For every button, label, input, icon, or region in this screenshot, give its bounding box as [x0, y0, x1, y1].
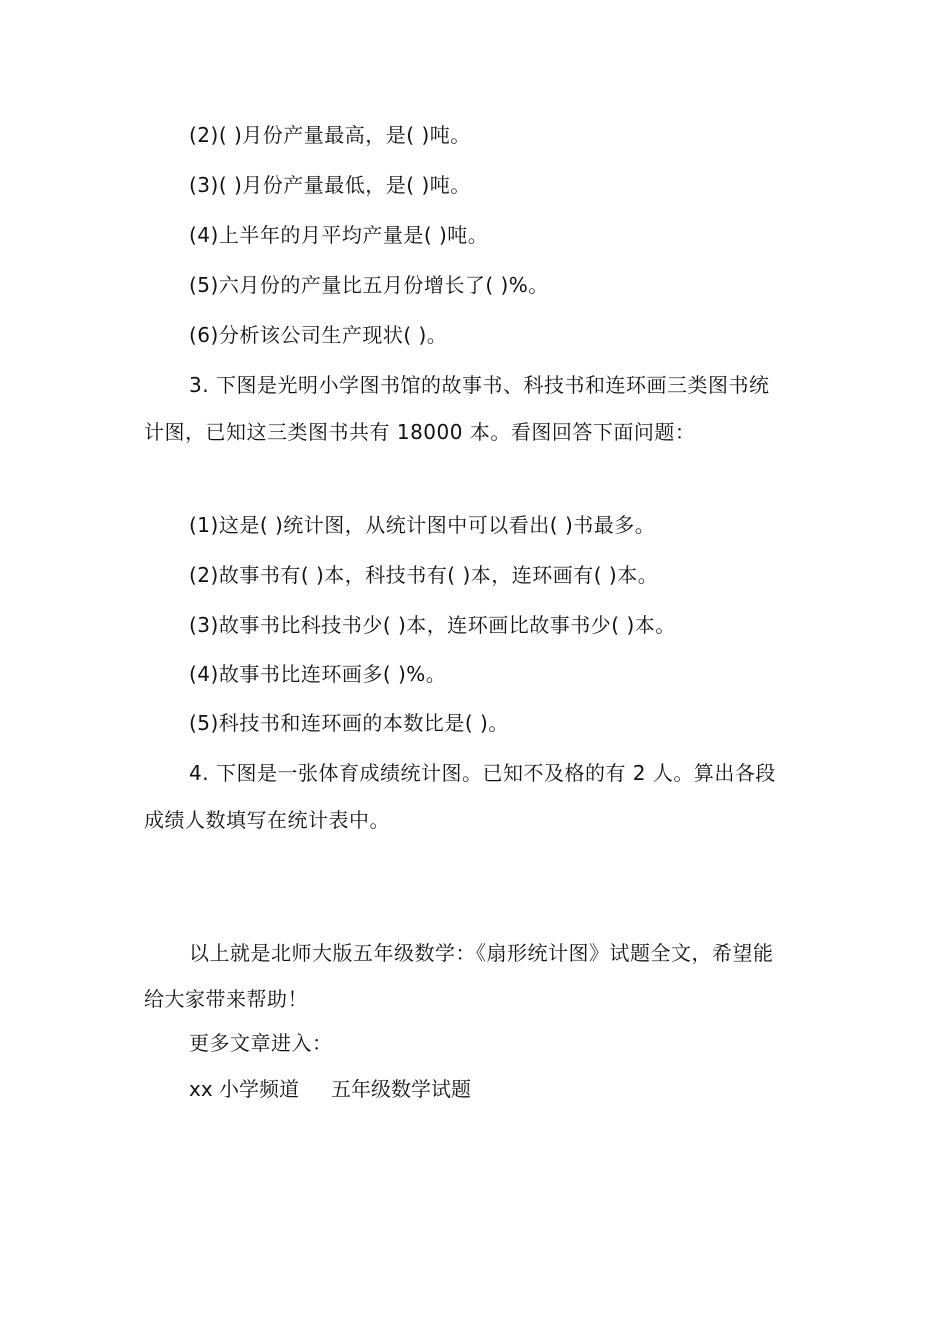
link-grade5-math-tests[interactable]: 五年级数学试题 [331, 1077, 472, 1101]
closing-line2: 给大家带来帮助！ [144, 987, 308, 1011]
q3-stem-line1: 3. 下图是光明小学图书馆的故事书、科技书和连环画三类图书统 [189, 373, 770, 397]
q3-stem-line2: 计图，已知这三类图书共有 18000 本。看图回答下面问题： [144, 420, 696, 444]
closing-line1: 以上就是北师大版五年级数学：《扇形统计图》试题全文，希望能 [189, 941, 774, 965]
q3-item-1: (1)这是( )统计图，从统计图中可以看出( )书最多。 [189, 513, 656, 537]
q3-item-5: (5)科技书和连环画的本数比是( )。 [189, 711, 509, 735]
q2-item-3: (3)( )月份产量最低，是( )吨。 [189, 173, 471, 197]
q3-item-2: (2)故事书有( )本，科技书有( )本，连环画有( )本。 [189, 563, 659, 587]
q2-item-2: (2)( )月份产量最高，是( )吨。 [189, 123, 471, 147]
q2-item-6: (6)分析该公司生产现状( )。 [189, 323, 448, 347]
q3-item-4: (4)故事书比连环画多( )%。 [189, 662, 447, 686]
q4-stem-line1: 4. 下图是一张体育成绩统计图。已知不及格的有 2 人。算出各段 [189, 761, 776, 785]
q2-item-4: (4)上半年的月平均产量是( )吨。 [189, 223, 489, 247]
q4-stem-line2: 成绩人数填写在统计表中。 [144, 808, 390, 832]
more-articles-label: 更多文章进入： [189, 1031, 333, 1055]
link-primary-school-channel[interactable]: xx 小学频道 [189, 1077, 300, 1101]
more-links [189, 1075, 471, 1103]
q2-item-5: (5)六月份的产量比五月份增长了( )%。 [189, 273, 549, 297]
q3-item-3: (3)故事书比科技书少( )本，连环画比故事书少( )本。 [189, 613, 676, 637]
